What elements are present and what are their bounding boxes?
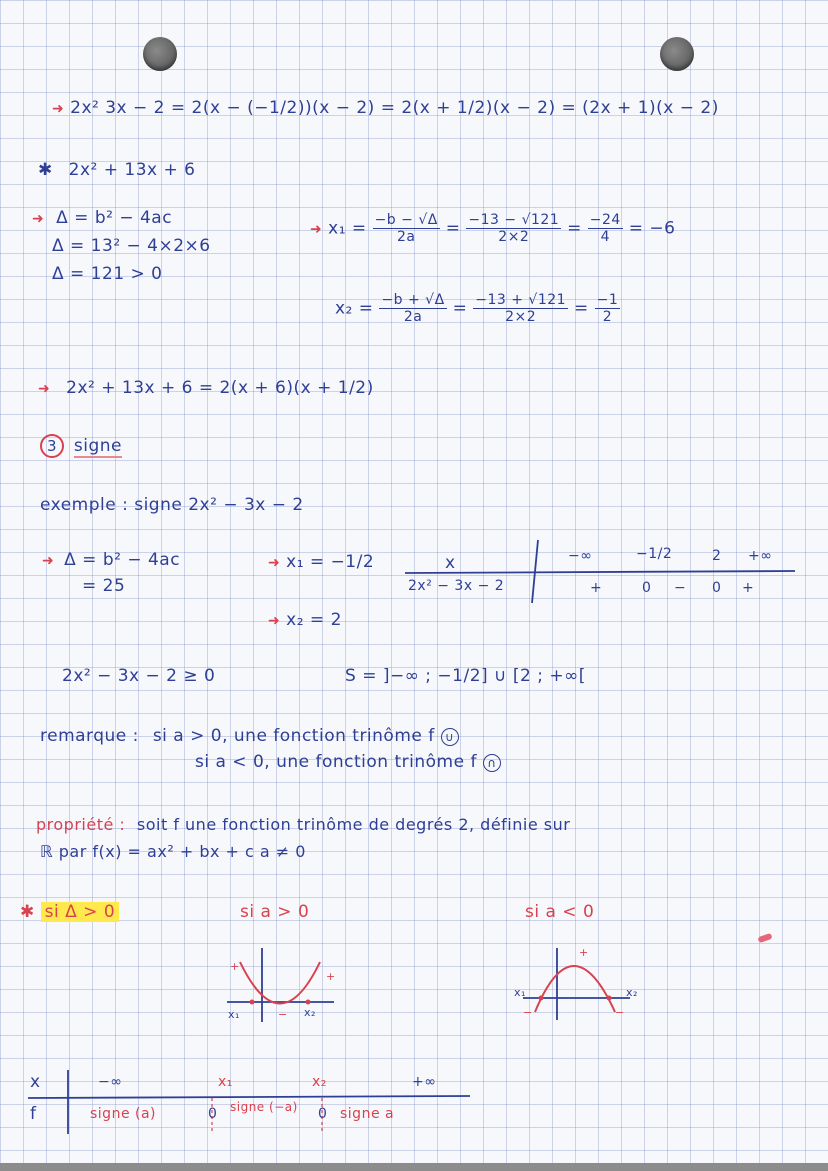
svg-text:+: + [230, 960, 240, 973]
sign-table-sign-5: + [742, 580, 755, 596]
delta-line3: Δ = 121 > 0 [52, 264, 163, 284]
parabola-down-graph [505, 940, 635, 1030]
case-right-title: si a < 0 [525, 902, 595, 922]
remarque-text-1: si a > 0, une fonction trinôme f [152, 726, 435, 746]
general-table-x1: x₁ [218, 1074, 233, 1090]
arrow-icon: ➜ [32, 211, 45, 227]
section-number: 3 [40, 434, 64, 458]
inequality-lhs: 2x² − 3x − 2 ≥ 0 [62, 666, 216, 686]
factored-line [38, 378, 374, 398]
svg-text:−: − [523, 1006, 533, 1019]
convex-icon: ∪ [441, 728, 459, 746]
factored-text: 2x² + 13x + 6 = 2(x + 6)(x + 1/2) [66, 378, 374, 398]
x1-fraction-2: $\frac{-13 - √121}{2\times 2}$ [468, 212, 560, 245]
parabola-up-x2: x₂ [304, 1006, 316, 1019]
section-heading [40, 434, 122, 458]
remarque-label: remarque : [40, 726, 139, 746]
remarque-line2 [195, 752, 501, 772]
x2-lhs: x₂ = [335, 298, 380, 319]
sign-table-sign-4: 0 [712, 580, 722, 596]
arrow-icon: ➜ [52, 101, 65, 117]
star-icon: ✱ [20, 902, 35, 922]
bottom-edge [0, 1163, 828, 1171]
x2-fraction-2: $\frac{-13 + √121}{2\times 2}$ [475, 292, 567, 325]
general-table-x2: x₂ [312, 1074, 327, 1090]
red-mark [757, 933, 772, 943]
general-table-sign-a-2: signe a [340, 1106, 395, 1122]
x1-fraction-1: $\frac{-b - √\Delta}{2a}$ [374, 212, 438, 245]
general-table-plus-inf: +∞ [412, 1074, 437, 1090]
parabola-up-graph [222, 940, 342, 1030]
arrow-icon: ➜ [310, 221, 323, 238]
line1 [52, 98, 719, 118]
general-table-zero-2: 0 [318, 1106, 328, 1122]
x2-fraction-3: $\frac{-1}{2}$ [596, 292, 619, 325]
example-x1-text: x₁ = −1/2 [286, 552, 375, 572]
general-table-f-label: f [30, 1104, 37, 1124]
sign-table-col-3: 2 [712, 548, 722, 564]
punch-hole-right [660, 37, 694, 71]
sign-table-sign-1: + [590, 580, 603, 596]
line1-text: 2x² 3x − 2 = 2(x − (−1/2))(x − 2) = 2(x + 1/2)(x − 2) = (2x + 1)(x − 2) [70, 98, 719, 118]
sign-table-sign-2: 0 [642, 580, 652, 596]
remarque-text-2: si a < 0, une fonction trinôme f [195, 752, 477, 772]
sign-table-col-1: −∞ [568, 548, 593, 564]
arrow-icon: ➜ [42, 553, 55, 569]
line2 [38, 160, 195, 180]
example-delta-text: Δ = b² − 4ac [64, 550, 181, 570]
example-label: exemple : signe 2x² − 3x − 2 [40, 495, 304, 515]
sign-table-col-2: −1/2 [636, 546, 673, 562]
bullet-icon: ✱ [38, 160, 53, 180]
propriete-line1 [36, 815, 570, 834]
svg-text:−: − [615, 1006, 625, 1019]
x2-fraction-1: $\frac{-b + √\Delta}{2a}$ [381, 292, 445, 325]
parabola-down-x2: x₂ [626, 986, 638, 999]
propriete-text-1: soit f une fonction trinôme de degrés 2, définie sur [136, 815, 571, 834]
section-title: signe [73, 436, 123, 456]
delta-text-1: Δ = b² − 4ac [56, 208, 173, 228]
sign-table-sign-3: − [674, 580, 687, 596]
concave-icon: ∩ [483, 754, 501, 772]
propriete-line2: ℝ par f(x) = ax² + bx + c a ≠ 0 [40, 842, 306, 861]
arrow-icon: ➜ [38, 381, 51, 397]
svg-text:+: + [326, 970, 336, 983]
svg-text:+: + [579, 946, 589, 959]
case-condition-text: si Δ > 0 [41, 902, 119, 922]
example-delta-2: = 25 [82, 576, 126, 596]
punch-hole-left [143, 37, 177, 71]
general-table-minus-inf: −∞ [98, 1074, 123, 1090]
inequality-solution: S = ]−∞ ; −1/2] ∪ [2 ; +∞[ [345, 666, 586, 686]
parabola-down-x1: x₁ [514, 986, 526, 999]
arrow-icon: ➜ [268, 555, 281, 571]
example-x1 [268, 552, 374, 572]
propriete-label: propriété : [36, 815, 126, 834]
example-x2 [268, 610, 342, 630]
arrow-icon: ➜ [268, 613, 281, 629]
sign-table-col-4: +∞ [748, 548, 773, 564]
line2-text: 2x² + 13x + 6 [68, 160, 196, 180]
x1-result: = −6 [628, 218, 676, 239]
example-x2-text: x₂ = 2 [286, 610, 342, 630]
general-table-x-label: x [30, 1072, 41, 1092]
general-table-zero-1: 0 [208, 1106, 218, 1122]
parabola-up-x1: x₁ [228, 1008, 240, 1021]
case-left-title: si a > 0 [240, 902, 310, 922]
sign-table-f-label: 2x² − 3x − 2 [408, 578, 505, 594]
root-x1: ➜ x₁ = $\frac{-b - √\Delta}{2a}$ = $\frac{-13 - √121}{2\times 2}$ = $\frac{-24}{4}$ = −6 [310, 212, 676, 245]
sign-table-x-label: x [445, 553, 456, 573]
delta-line1 [32, 208, 172, 228]
example-delta-1 [42, 550, 180, 570]
case-condition [20, 902, 119, 922]
x1-lhs: x₁ = [328, 218, 373, 239]
remarque-line1 [40, 726, 459, 746]
svg-text:−: − [278, 1008, 288, 1021]
delta-line2: Δ = 13² − 4×2×6 [52, 236, 211, 256]
general-table-sign-a: signe (a) [90, 1106, 157, 1122]
x1-fraction-3: $\frac{-24}{4}$ [589, 212, 621, 245]
general-table-sign-minus-a: signe (−a) [230, 1100, 298, 1114]
root-x2: x₂ = $\frac{-b + √\Delta}{2a}$ = $\frac{-13 + √121}{2\times 2}$ = $\frac{-1}{2}$ [335, 292, 619, 325]
